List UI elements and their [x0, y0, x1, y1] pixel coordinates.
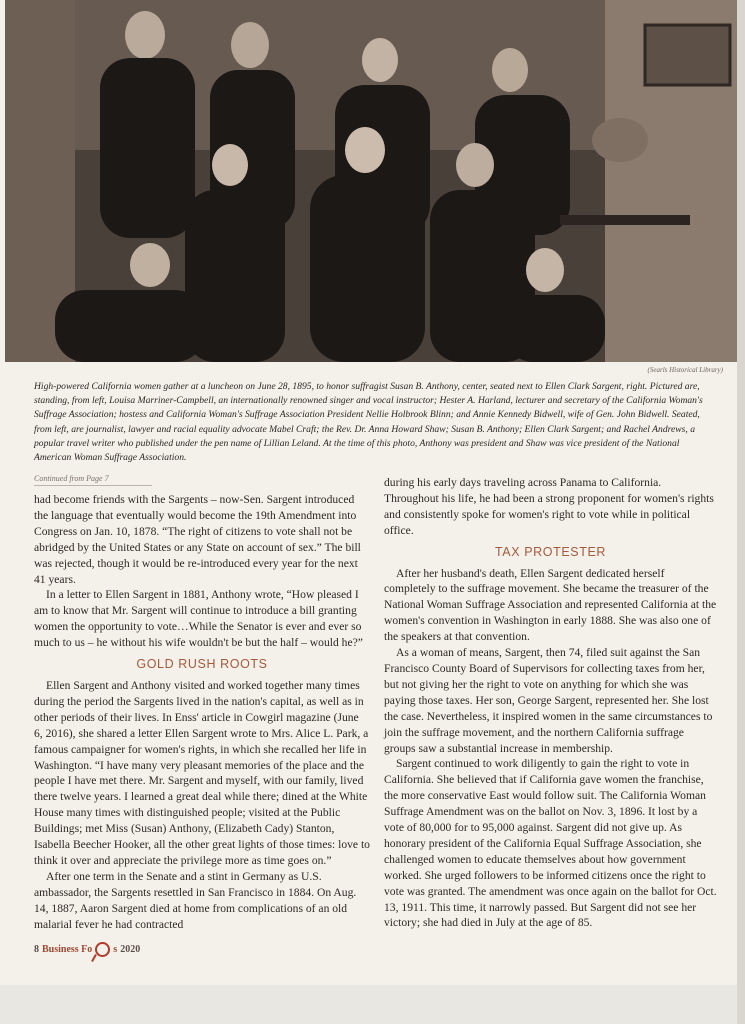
paragraph: Sargent continued to work diligently to gain the right to vote in California. She believed that if California gave women the franchise, the more conservative East would follow suit. The California Woman Suffrage Amendment was on the ballot on Nov. 3, 1896. It lost by a vote of 80,000 for to 95,000 against. Sargent did not give up. As honorary president of the California Equal Suffrage Association, she challenged women to educate themselves about how government worked. She urged followers to be informed citizens once the right to vote was granted. The amendment was once again on the ballot for Oct. 13, 1911. This time, it narrowly passed. But Sargent did not see her victory; she had died in July at the age of 85.	[384, 757, 717, 930]
photo-caption: High-powered California women gather at a luncheon on June 28, 1895, to honor suffragist Susan B. Anthony, center, seated next to Ellen Clark Sargent, right. Pictured are, standing, from left, Louisa Marriner-Campbell, an internationally renowned singer and vocal instructor; Hester A. Harland, lecturer and secretary of the California Woman's Suffrage Association; hostess and California Woman's Suffrage Association President Nellie Holbrook Blinn; and Annie Kennedy Bidwell, wife of Gen. John Bidwell. Seated, from left, are journalist, lawyer and racial equality advocate Mabel Craft; the Rev. Dr. Anna Howard Shaw; Susan B. Anthony; Ellen Clark Sargent; and Rachel Andrews, a popular travel writer who published under the pen name of Lillian Leland. At the time of this photo, Anthony was president and Shaw was vice president of the National American Woman Suffrage Association.	[34, 381, 703, 464]
paragraph: After one term in the Senate and a stint in Germany as U.S. ambassador, the Sargents resettled in San Francisco in 1884. On Aug. 14, 1887, Aaron Sargent died at home from complications of an old malarial fever he had contracted	[34, 869, 357, 931]
article-column-right	[384, 475, 717, 931]
article-column-left	[34, 492, 370, 932]
issue-year: 2020	[120, 944, 141, 955]
section-heading-gold-rush: GOLD RUSH ROOTS	[136, 657, 268, 672]
paragraph: As a woman of means, Sargent, then 74, filed suit against the San Francisco County Board of Supervisors for collecting taxes from her, but not giving her the right to vote on anything for which she was paying those taxes. Her son, George Sargent, represented her. She lost the case. Nevertheless, it inspired women in the same circumstances to join the suffrage movement, and the northern California suffrage groups saw a substantial increase in membership.	[384, 646, 713, 755]
brand-name-end: s	[113, 944, 118, 955]
page-footer	[34, 942, 140, 957]
historical-group-photo	[5, 0, 737, 362]
brand-name-start: Business Fo	[42, 944, 93, 955]
photo-credit: (Searls Historical Library)	[647, 366, 723, 374]
scan-edge	[737, 0, 745, 1024]
photo-illustration	[5, 0, 737, 362]
continued-from-label: Continued from Page 7	[34, 474, 152, 486]
paragraph: Ellen Sargent and Anthony visited and worked together many times during the period the Sargents lived in the nation's capital, as well as in other periods of their lives. In Enss' article in Cowgirl magazine (June 6, 2016), she shared a letter Ellen Sargent wrote to Mrs. Alice L. Park, a famous campaigner for women's rights, in which she recalled her life in Washington. “I have many very pleasant memories of the place and the people I have met there. Mr. Sargent and myself, with our family, lived there twelve years. I learned a great deal while there; dined at the White House many times with distinguished people; visited at the Public Buildings; met Miss (Susan) Anthony, (Elizabeth Cady) Stanton, Isabella Beecher Hooker, all the other great lights of those times: love to think it over and appreciate the privilege more as time goes on.”	[34, 678, 370, 867]
paragraph: had become friends with the Sargents – now-Sen. Sargent introduced the language that eventually would become the 19th Amendment into Congress on Jan. 10, 1878. “The right of citizens to vote shall not be abridged by the United States or any State on account of sex.” The bill was rejected, though it would be re-introduced every year for the next 41 years.	[34, 493, 361, 586]
paragraph: during his early days traveling across Panama to California. Throughout his life, he had been a strong proponent for women's rights and consistently spoke for women's right to vote while in political office.	[384, 476, 714, 537]
paragraph: In a letter to Ellen Sargent in 1881, Anthony wrote, “How pleased I am to know that Mr. Sargent will continue to introduce a bill granting women the opportunity to vote…While the Senator is ever and ever so much to us – he without his wife wouldn't be but the half – would he?”	[34, 588, 363, 650]
paragraph: After her husband's death, Ellen Sargent dedicated herself completely to the suffrage movement. She became the treasurer of the National Woman Suffrage Association and represented California at the women's convention in Washington in early 1888. She was also one of the speakers at that convention.	[384, 566, 717, 644]
magnifier-logo-icon	[95, 942, 110, 957]
section-heading-tax-protester: TAX PROTESTER	[494, 544, 607, 559]
page-number: 8	[34, 944, 39, 955]
